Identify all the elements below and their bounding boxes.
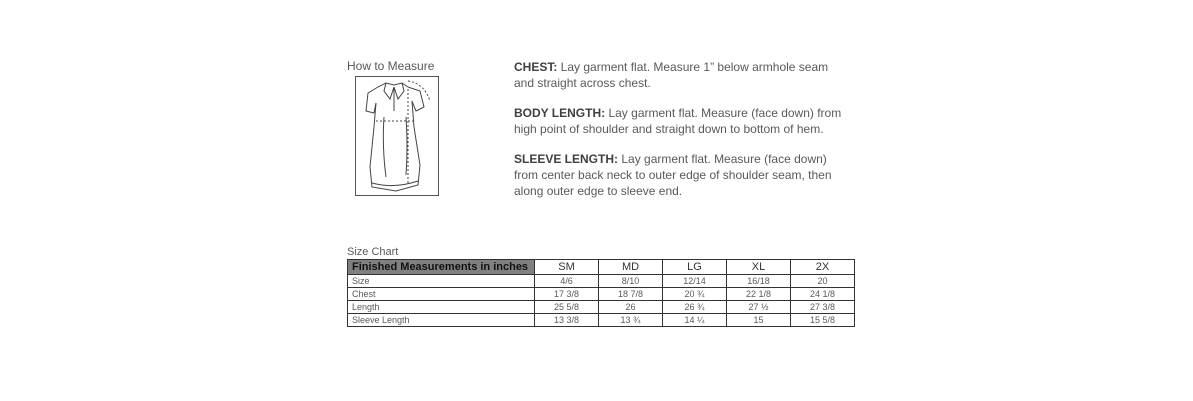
polo-shirt-icon [356,77,438,195]
table-cell: 8/10 [599,275,663,288]
table-cell: 4/6 [535,275,599,288]
size-chart-title: Size Chart [347,246,399,258]
table-cell: 17 3/8 [535,288,599,301]
column-header: XL [727,260,791,275]
table-header-row [348,260,855,275]
instruction-label: SLEEVE LENGTH: [514,152,619,166]
column-header: SM [535,260,599,275]
table-row [348,314,855,327]
how-to-measure-title: How to Measure [347,59,435,73]
table-cell: 18 7/8 [599,288,663,301]
table-cell: 13 ¾ [599,314,663,327]
column-header: LG [663,260,727,275]
shirt-measure-diagram [355,76,439,196]
instruction-text: Lay garment flat. Measure (face down) from high point of shoulder and straight down to bottom of hem. [514,106,842,136]
instruction-label: BODY LENGTH: [514,106,606,120]
table-cell: 26 [599,301,663,314]
table-cell: 27 3/8 [791,301,855,314]
instruction-label: CHEST: [514,60,558,74]
size-chart-table [347,259,855,327]
table-row [348,288,855,301]
table-cell: 20 ¾ [663,288,727,301]
table-cell: 16/18 [727,275,791,288]
measure-instructions [514,59,844,213]
table-cell: 12/14 [663,275,727,288]
table-cell: 27 ½ [727,301,791,314]
table-cell: 26 ¾ [663,301,727,314]
table-cell: 24 1/8 [791,288,855,301]
column-header: MD [599,260,663,275]
table-cell: 15 5/8 [791,314,855,327]
table-cell: 15 [727,314,791,327]
table-row [348,275,855,288]
instruction-text: Lay garment flat. Measure 1” below armhole seam and straight across chest. [514,60,829,90]
chest-instruction [514,59,844,91]
row-label: Size [348,275,535,288]
sleeve-length-instruction [514,151,844,199]
table-cell: 25 5/8 [535,301,599,314]
row-label: Length [348,301,535,314]
instruction-text: Lay garment flat. Measure (face down) from center back neck to outer edge of shoulder seam, then along outer edge to sleeve end. [514,152,832,198]
table-cell: 20 [791,275,855,288]
table-row [348,301,855,314]
row-label: Chest [348,288,535,301]
column-header: 2X [791,260,855,275]
row-label: Sleeve Length [348,314,535,327]
table-cell: 22 1/8 [727,288,791,301]
table-cell: 13 3/8 [535,314,599,327]
table-header: Finished Measurements in inches [348,260,535,275]
body-length-instruction [514,105,844,137]
table-cell: 14 ¼ [663,314,727,327]
